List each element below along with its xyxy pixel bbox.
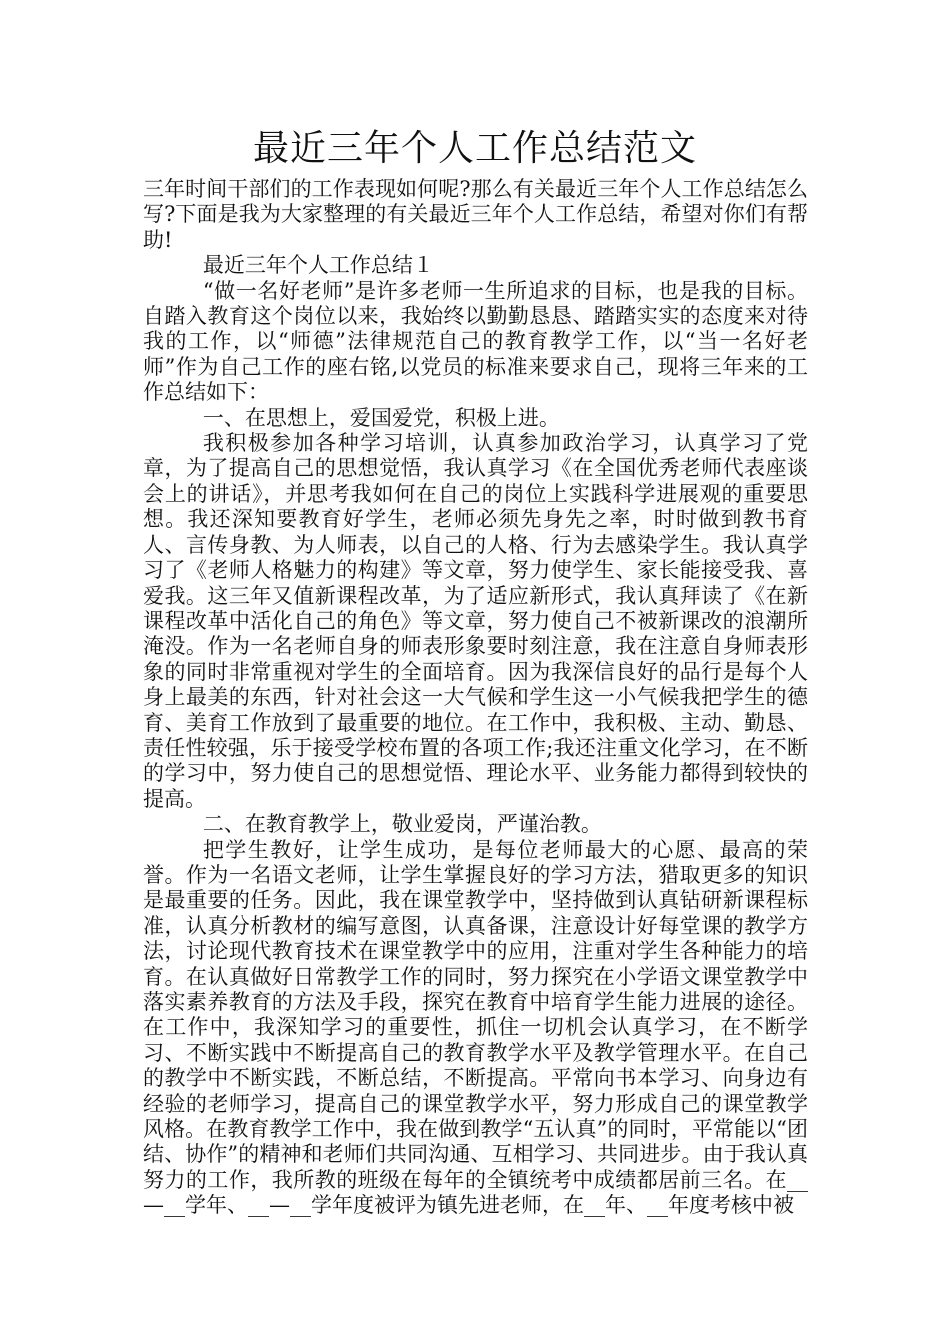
section-heading-1: 最近三年个人工作总结１ xyxy=(202,253,434,278)
document-title: 最近三年个人工作总结范文 xyxy=(252,128,697,169)
body-paragraph: “做一名好老师”是许多老师一生所追求的目标，也是我的目标。自踏入教育这个岗位以来，我始终以勤勤恳恳、踏踏实实的态度来对待我的工作，以“师德”法律规范自己的教育教学工作，以“当一名好老师”作为自己工作的座右铭,以党员的标准来要求自己，现将三年来的工作总结如下： xyxy=(143,278,808,405)
body-paragraph: 我积极参加各种学习培训，认真参加政治学习，认真学习了党章，为了提高自己的思想觉悟，我认真学习《在全国优秀老师代表座谈会上的讲话》，并思考我如何在自己的岗位上实践科学进展观的重要思想。我还深知要教育好学生，老师必须先身先之率，时时做到教书育人、言传身教、为人师表，以自己的人格、行为去感染学生。我认真学习了《老师人格魅力的构建》等文章，努力使学生、家长能接受我、喜爱我。这三年又值新课程改革，为了适应新形式，我认真拜读了《在新课程改革中活化自己的角色》等文章，努力使自己不被新课改的浪潮所淹没。作为一名老师自身的师表形象要时刻注意，我在注意自身师表形象的同时非常重视对学生的全面培育。因为我深信良好的品行是每个人身上最美的东西，针对社会这一大气候和学生这一小气候我把学生的德育、美育工作放到了最重要的地位。在工作中，我积极、主动、勤恳、责任性较强，乐于接受学校布置的各项工作;我还注重文化学习，在不断的学习中，努力使自己的思想觉悟、理论水平、业务能力都得到较快的提高。 xyxy=(143,431,808,811)
body-paragraph: 把学生教好，让学生成功，是每位老师最大的心愿、最高的荣誉。作为一名语文老师，让学生掌握良好的学习方法，猎取更多的知识是最重要的任务。因此，我在课堂教学中，坚持做到认真钻研新课程标准，认真分析教材的编写意图，认真备课，注意设计好每堂课的教学方法，讨论现代教育技术在课堂教学中的应用，注重对学生各种能力的培育。在认真做好日常教学工作的同时，努力探究在小学语文课堂教学中落实素养教育的方法及手段，探究在教育中培育学生能力进展的途径。在工作中，我深知学习的重要性，抓住一切机会认真学习，在不断学习、不断实践中不断提高自己的教育教学水平及教学管理水平。在自己的教学中不断实践，不断总结，不断提高。平常向书本学习、向身边有经验的老师学习，提高自己的课堂教学水平，努力形成自己的课堂教学风格。在教育教学工作中，我在做到教学“五认真”的同时，平常能以“团结、协作”的精神和老师们共同沟通、互相学习、共同进步。由于我认真努力的工作，我所教的班级在每年的全镇统考中成绩都居前三名。在__—__学年、__—__学年度被评为镇先进老师，在__年、__年度考核中被 xyxy=(143,837,808,1218)
subheading-ideology: 一、在思想上，爱国爱党，积极上进。 xyxy=(202,405,560,430)
intro-paragraph: 三年时间干部们的工作表现如何呢?那么有关最近三年个人工作总结怎么写?下面是我为大家整理的有关最近三年个人工作总结，希望对你们有帮助! xyxy=(143,177,808,252)
subheading-teaching: 二、在教育教学上，敬业爱岗，严谨治教。 xyxy=(202,812,602,837)
document-body xyxy=(143,177,808,1219)
